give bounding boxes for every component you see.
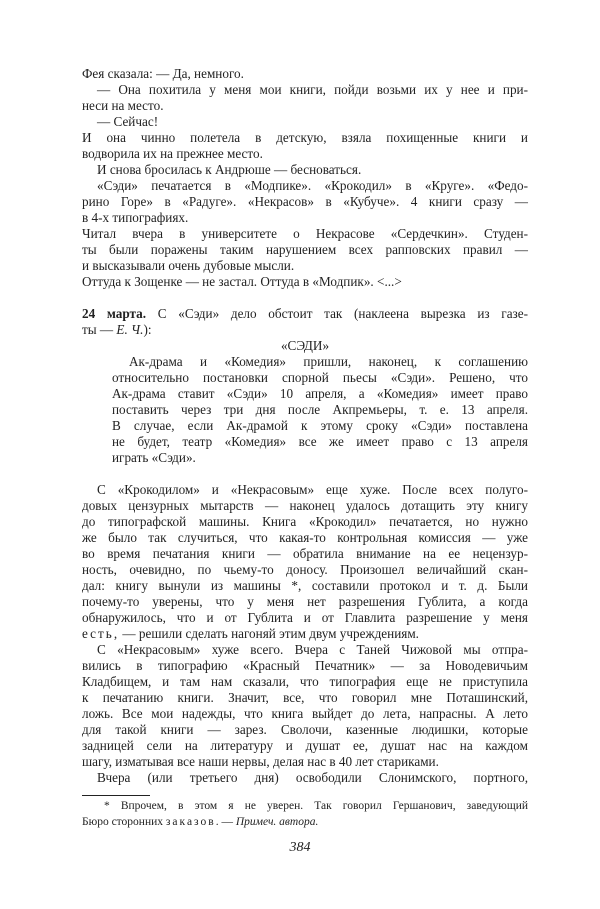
text-line: — Она похитила у меня мои книги, пойди возьми их у нее и при- [97, 82, 528, 97]
text-line: ты были поражены таким нарушением всех рапповских правил — [82, 242, 528, 257]
paragraph [82, 114, 528, 130]
text-line: играть «Сэди». [112, 450, 196, 465]
italic-text: Примеч. автора. [235, 816, 319, 828]
text-line: водворила их на прежнее место. [82, 146, 263, 161]
text-line: довых цензурных мытарств — наконец удалось дотащить эту книгу [82, 498, 528, 513]
text-segment: — решили сделать нагоняй этим двум учреждениям. [119, 626, 419, 641]
text-line: почему-то уверены, что у меня нет разрешения Гублита, а когда [82, 594, 528, 609]
italic-text: Е. Ч. [116, 322, 144, 337]
text-line: задницей сели на литературу и душат ее, душат нас на каждом [82, 738, 528, 753]
spacer [82, 466, 528, 482]
page-number: 384 [289, 840, 311, 855]
spacer [82, 290, 528, 306]
text-line: Вчера (или третьего дня) освободили Слонимского, портного, [97, 770, 528, 785]
text-line: — Сейчас! [97, 114, 159, 129]
text-line: Ак-драма ставит «Сэди» 10 апреля, а «Комедия» имеет право [112, 386, 528, 401]
paragraph [82, 66, 528, 82]
paragraph [82, 178, 528, 226]
text-line: неси на место. [82, 98, 164, 113]
text-line: Кладбищем, и там нам сказали, что типография еще не приступила [82, 674, 528, 689]
date-heading: 24 марта. [82, 306, 147, 321]
paragraph [82, 130, 528, 162]
text-line: поставить через три дня после Акпремьеры, т. е. 13 апреля. [112, 402, 528, 417]
clipping-title: «СЭДИ» [280, 338, 330, 353]
text-line: и высказывали очень дубовые мысли. [82, 258, 295, 273]
paragraph [82, 482, 528, 642]
text-line: не будет, театр «Комедия» все же имеет право с 13 апреля [112, 434, 528, 449]
text-line: Ак-драма и «Комедия» пришли, наконец, к соглашению [129, 354, 528, 369]
footnote [82, 798, 528, 830]
text-line [82, 306, 528, 322]
text-line: дал: книгу вынули из машины *, составили протокол и т. д. Были [82, 578, 528, 593]
text-line: И снова бросилась к Андрюше — бесноваться. [97, 162, 362, 177]
text-line: Читал вчера в университете о Некрасове «Сердечкин». Студен- [82, 226, 528, 241]
text-line: С «Крокодилом» и «Некрасовым» еще хуже. После всех полуго- [97, 482, 528, 497]
text-segment: заказов [165, 816, 216, 828]
text-line: Фея сказала: — Да, немного. [82, 66, 244, 81]
text-line: С «Некрасовым» хуже всего. Вчера с Таней Чижовой мы отпра- [97, 642, 528, 657]
text-line: для такой книги — зарез. Сволочи, казенные людишки, которые [82, 722, 528, 737]
text-line: обнаружилось, что и от Гублита и от Главлита разрешение у меня [82, 610, 528, 625]
text-line: «Сэди» печатается в «Модпике». «Крокодил» в «Круге». «Федо- [97, 178, 528, 193]
text-line: шагу, изматывая все наши нервы, делая нас в 40 лет стариками. [82, 754, 439, 769]
footnote-rule [82, 795, 150, 796]
text-line: * Впрочем, в этом я не уверен. Так говорил Гершанович, заведующий [104, 800, 528, 812]
paragraph [82, 226, 528, 274]
text-line: вились в типографию «Красный Печатник» — за Новодевичьим [82, 658, 528, 673]
text-line [82, 626, 528, 642]
text-line: И она чинно полетела в детскую, взяла похищенные книги и [82, 130, 528, 145]
text-segment: ты — [82, 322, 117, 337]
text-line: Оттуда к Зощенке — не застал. Оттуда в «Модпик». <...> [82, 274, 402, 289]
paragraph [82, 274, 528, 290]
text-segment: ): [143, 322, 152, 337]
newspaper-clipping [82, 354, 528, 466]
text-segment: есть, [82, 626, 120, 641]
text-line: рино Горе» в «Радуге». «Некрасов» в «Кубуче». 4 книги сразу — [82, 194, 528, 209]
text-line: ность, очевидно, по чьему-то доносу. Произошел величайший скан- [82, 562, 528, 577]
text-line: ложь. Все мои надежды, что книга выйдет до лета, напрасны. А лето [82, 706, 528, 721]
text-line: В случае, если Ак-драмой к этому сроку «Сэди» поставлена [112, 418, 528, 433]
text-line [82, 322, 528, 338]
paragraph [82, 770, 528, 786]
text-line: же было так случиться, что какая-то контрольная комиссия — уже [82, 530, 528, 545]
text-line: к печатанию книги. Значит, все, что говорил мне Поташинский, [82, 690, 528, 705]
text-line: относительно постановки спорной пьесы «Сэди». Решено, что [112, 370, 528, 385]
text-line: до типографской машины. Книга «Крокодил» печатается, но нужно [82, 514, 528, 529]
paragraph [82, 306, 528, 338]
text-segment: . — [215, 816, 236, 828]
text-line: в 4-х типографиях. [82, 210, 189, 225]
text-segment: Бюро сторонних [82, 816, 166, 828]
text-line: во время печатания книги — обратила внимание на ее нецензур- [82, 546, 528, 561]
paragraph [82, 82, 528, 114]
paragraph [82, 162, 528, 178]
page-body [82, 66, 528, 786]
paragraph [82, 642, 528, 770]
text-line [82, 814, 528, 830]
text-segment: С «Сэди» дело обстоит так (наклеена вырезка из газе- [146, 306, 528, 321]
